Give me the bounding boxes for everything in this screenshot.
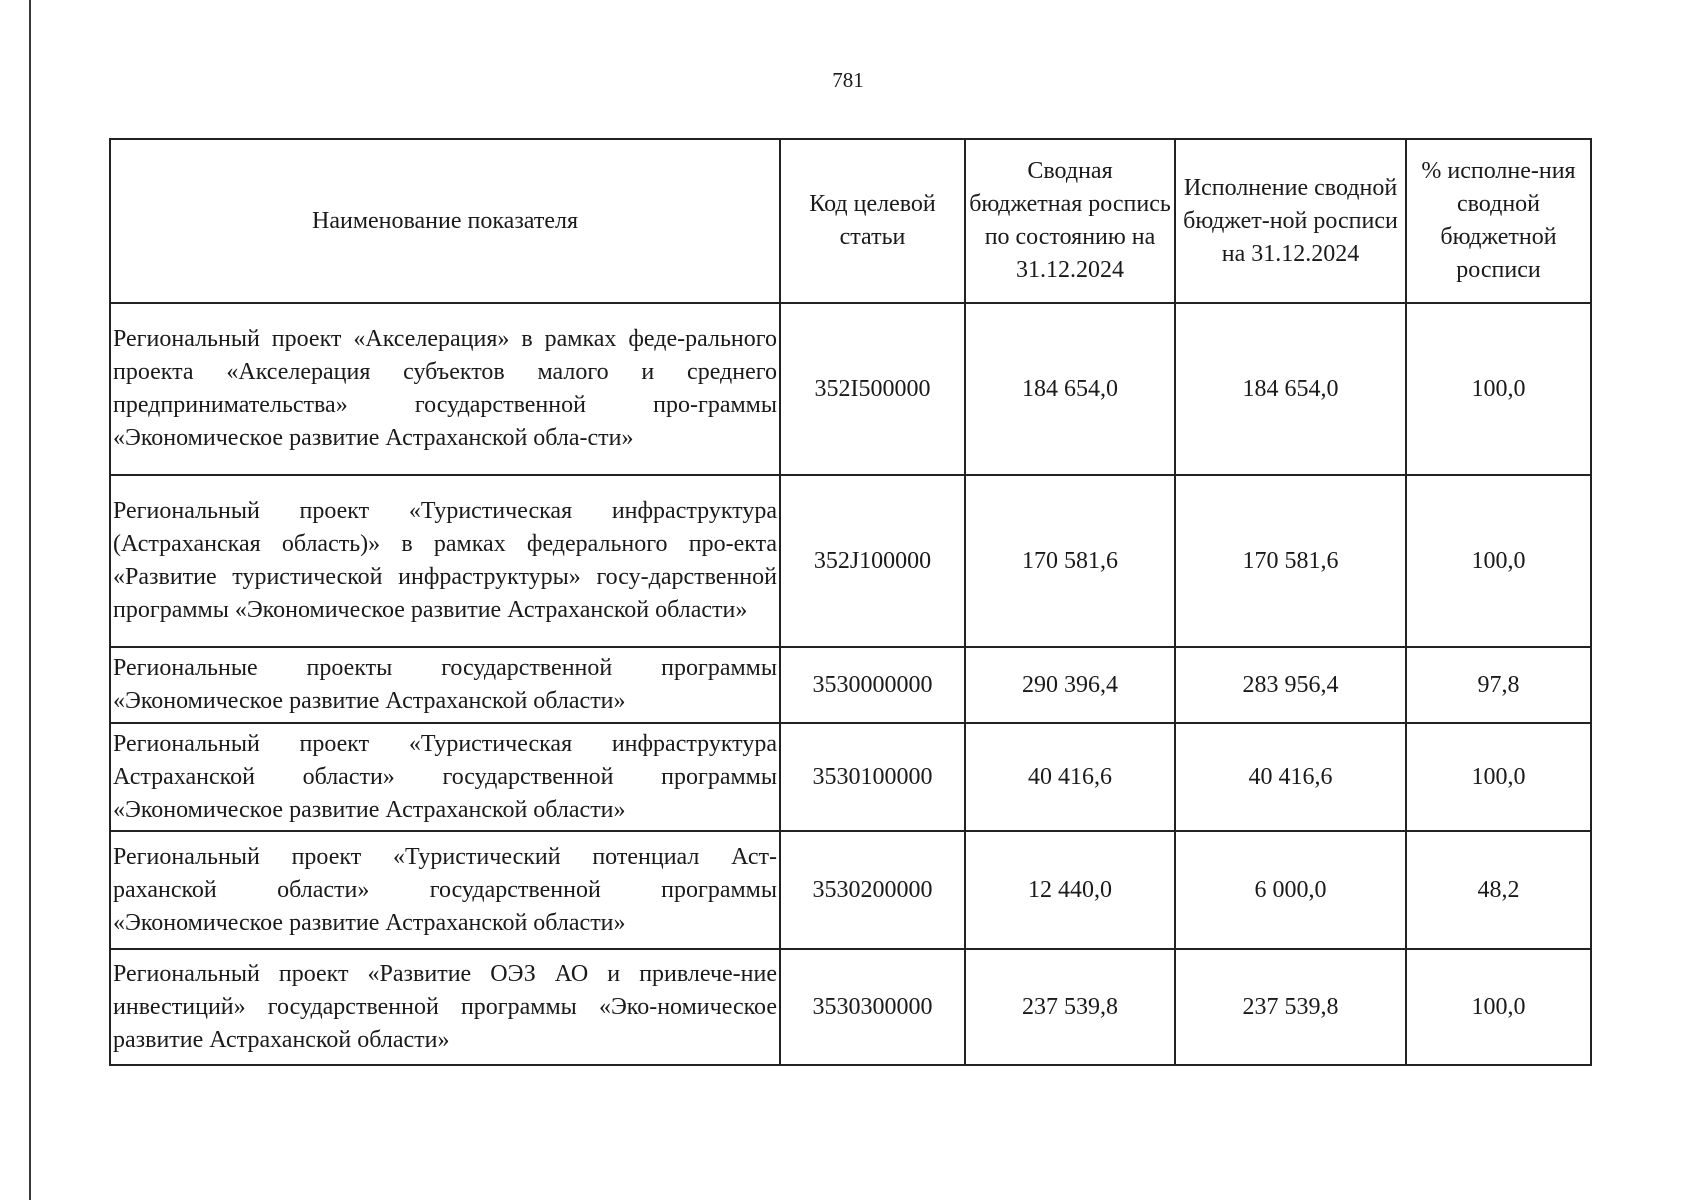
table-row	[110, 475, 1591, 647]
budget-plan-cell: 170 581,6	[965, 475, 1175, 647]
execution-percent-cell: 100,0	[1406, 723, 1591, 831]
target-code-cell: 3530200000	[780, 831, 965, 949]
budget-execution-table	[109, 138, 1592, 1066]
execution-percent-cell: 48,2	[1406, 831, 1591, 949]
target-code-cell: 352J100000	[780, 475, 965, 647]
page-margin-rule	[29, 0, 31, 1200]
indicator-name-cell: Региональный проект «Акселерация» в рамках феде-рального проекта «Акселерация субъектов малого и среднего предпринимательства» государственной про-граммы «Экономическое развитие Астраханской обла-сти»	[110, 303, 780, 475]
header-indicator-name: Наименование показателя	[110, 139, 780, 303]
execution-percent-cell: 100,0	[1406, 303, 1591, 475]
budget-plan-cell: 237 539,8	[965, 949, 1175, 1065]
page-number	[0, 68, 1696, 93]
budget-plan-cell: 184 654,0	[965, 303, 1175, 475]
budget-plan-cell: 12 440,0	[965, 831, 1175, 949]
table-row	[110, 647, 1591, 723]
budget-plan-cell: 40 416,6	[965, 723, 1175, 831]
header-budget-execution: Исполнение сводной бюджет-ной росписи на 31.12.2024	[1175, 139, 1406, 303]
header-execution-percent: % исполне-ния сводной бюджетной росписи	[1406, 139, 1591, 303]
table-header-row	[110, 139, 1591, 303]
table-row	[110, 723, 1591, 831]
indicator-name-cell: Региональные проекты государственной программы «Экономическое развитие Астраханской области»	[110, 647, 780, 723]
target-code-cell: 352I500000	[780, 303, 965, 475]
indicator-name-cell: Региональный проект «Туристическая инфраструктура Астраханской области» государственной программы «Экономическое развитие Астраханской области»	[110, 723, 780, 831]
indicator-name-cell: Региональный проект «Туристический потенциал Аст-раханской области» государственной программы «Экономическое развитие Астраханской области»	[110, 831, 780, 949]
execution-percent-cell: 100,0	[1406, 475, 1591, 647]
table-row	[110, 949, 1591, 1065]
budget-execution-cell: 184 654,0	[1175, 303, 1406, 475]
header-target-code: Код целевой статьи	[780, 139, 965, 303]
indicator-name-cell: Региональный проект «Туристическая инфраструктура (Астраханская область)» в рамках федерального про-екта «Развитие туристической инфраструктуры» госу-дарственной программы «Экономическое развитие Астраханской области»	[110, 475, 780, 647]
budget-execution-cell: 283 956,4	[1175, 647, 1406, 723]
table-row	[110, 303, 1591, 475]
page-number-text: 781	[832, 68, 864, 92]
execution-percent-cell: 100,0	[1406, 949, 1591, 1065]
budget-execution-cell: 237 539,8	[1175, 949, 1406, 1065]
indicator-name-cell: Региональный проект «Развитие ОЭЗ АО и привлече-ние инвестиций» государственной программы «Эко-номическое развитие Астраханской области»	[110, 949, 780, 1065]
table-row	[110, 831, 1591, 949]
budget-execution-cell: 40 416,6	[1175, 723, 1406, 831]
header-budget-plan: Сводная бюджетная роспись по состоянию на 31.12.2024	[965, 139, 1175, 303]
budget-execution-cell: 6 000,0	[1175, 831, 1406, 949]
budget-execution-cell: 170 581,6	[1175, 475, 1406, 647]
target-code-cell: 3530300000	[780, 949, 965, 1065]
budget-plan-cell: 290 396,4	[965, 647, 1175, 723]
target-code-cell: 3530000000	[780, 647, 965, 723]
execution-percent-cell: 97,8	[1406, 647, 1591, 723]
target-code-cell: 3530100000	[780, 723, 965, 831]
